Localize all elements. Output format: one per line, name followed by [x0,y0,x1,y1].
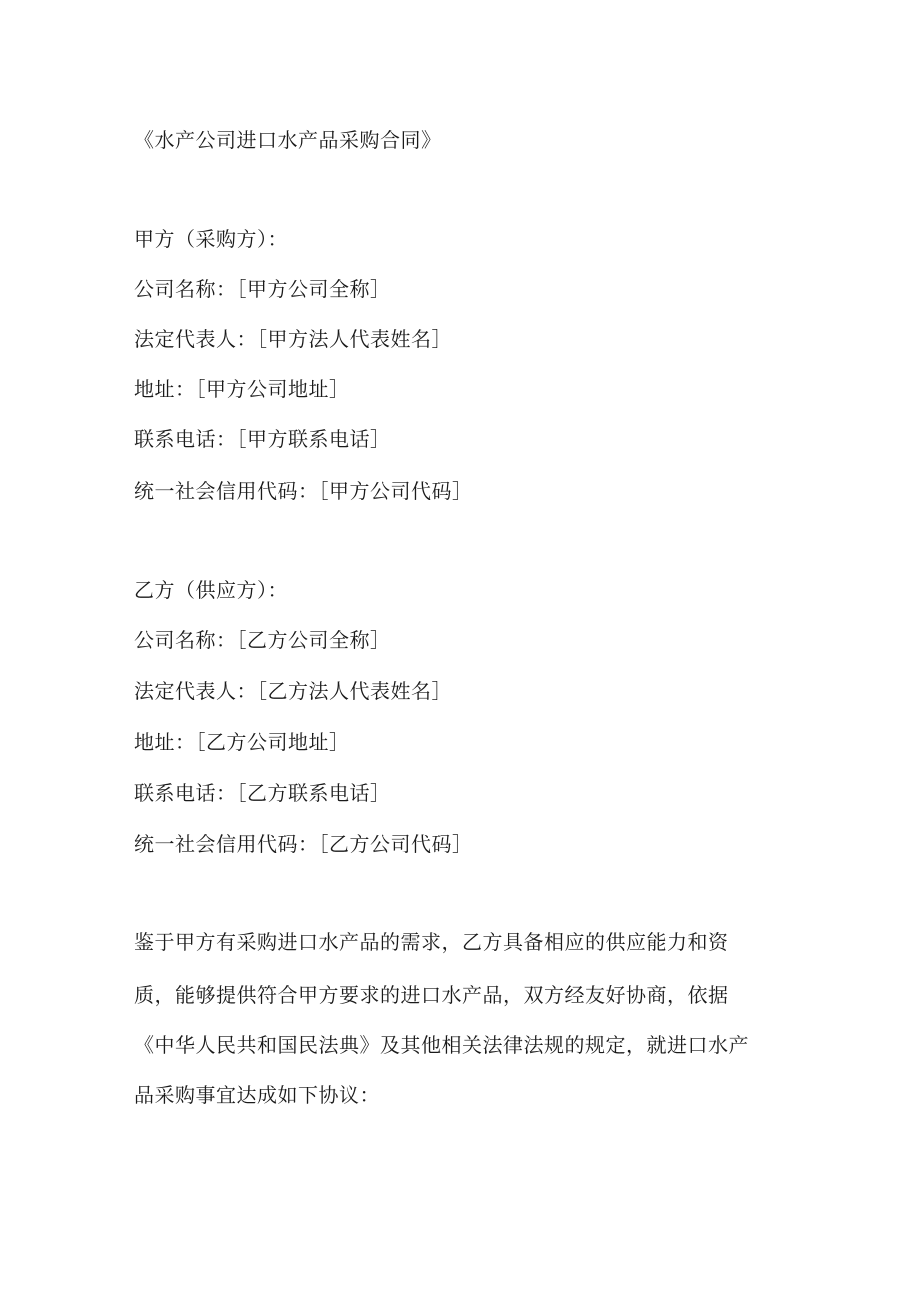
party-a-company-name: 公司名称：［甲方公司全称］ [134,277,391,301]
party-a-credit-code: 统一社会信用代码：［甲方公司代码］ [134,479,473,503]
preamble-line: 质，能够提供符合甲方要求的进口水产品，双方经友好协商，依据 [134,983,729,1007]
party-b-heading: 乙方（供应方）： [134,578,288,602]
party-a-phone: 联系电话：［甲方联系电话］ [134,427,391,451]
party-b-credit-code: 统一社会信用代码：［乙方公司代码］ [134,832,473,856]
preamble-line: 鉴于甲方有采购进口水产品的需求，乙方具备相应的供应能力和资 [134,930,729,954]
party-a-legal-representative: 法定代表人：［甲方法人代表姓名］ [134,327,452,351]
party-b-phone: 联系电话：［乙方联系电话］ [134,781,391,805]
party-b-company-name: 公司名称：［乙方公司全称］ [134,628,391,652]
preamble-line: 《中华人民共和国民法典》及其他相关法律法规的规定，就进口水产 [134,1033,749,1057]
party-a-address: 地址：［甲方公司地址］ [134,377,350,401]
party-a-heading: 甲方（采购方）： [134,227,288,251]
document-title: 《水产公司进口水产品采购合同》 [134,128,442,152]
party-b-legal-representative: 法定代表人：［乙方法人代表姓名］ [134,679,452,703]
party-b-address: 地址：［乙方公司地址］ [134,730,350,754]
preamble-line: 品采购事宜达成如下协议： [134,1083,380,1107]
